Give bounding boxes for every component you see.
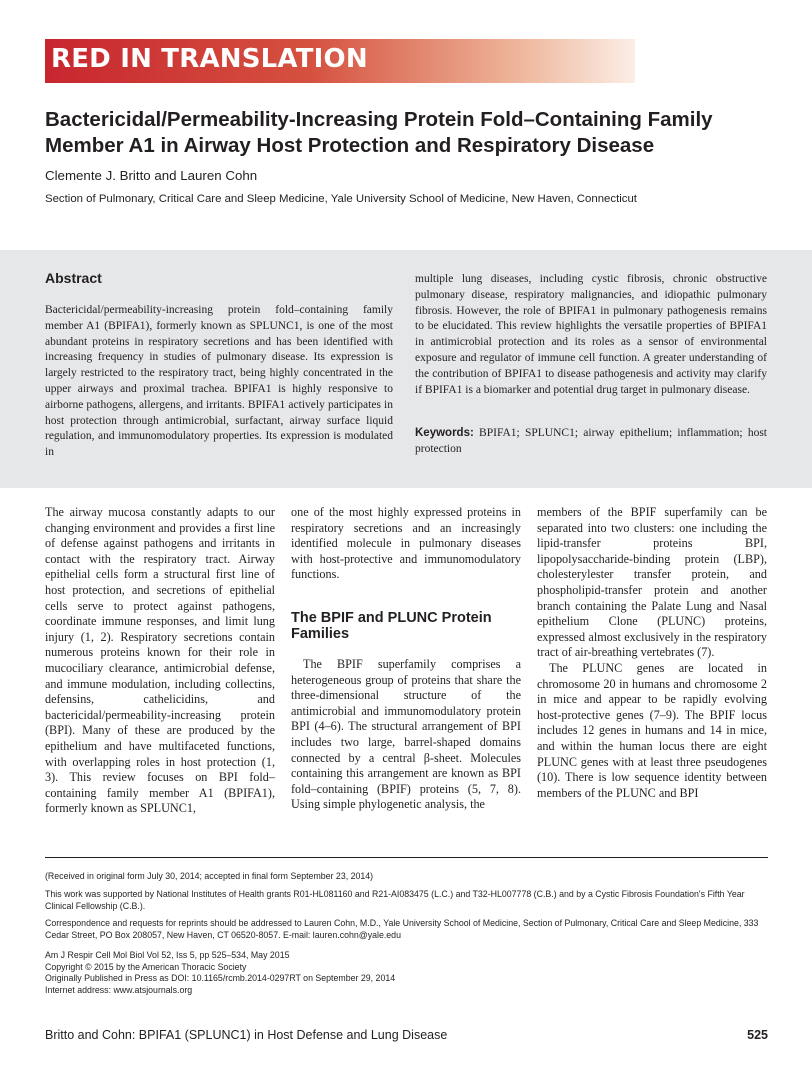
abstract-heading: Abstract <box>45 270 102 286</box>
internet-line: Internet address: www.atsjournals.org <box>45 984 193 995</box>
body-column-1: The airway mucosa constantly adapts to our changing environment and provides a first line of defense against pathogens and irritants in contact with the respiratory tract. Airway epithelial cells form a structural first line of host protection, and secretions of epithelial cells serve to protect against pathogens, coordinate immune responses, and limit lung injury (1, 2). Respiratory secretions contain numerous proteins known for their role in mucociliary clearance, antimicrobial defense, and immune modulation, including collectins, defensins, cathelicidins, and bactericidal/permeability-increasing protein (BPI). Many of these are produced by the epithelium and have multifaceted functions, with overlapping roles in host protection (1, 3). This review focuses on BPI fold–containing family member A1 (BPIFA1), formerly known as SPLUNC1, <box>45 505 275 816</box>
publication-info <box>45 950 768 996</box>
keywords <box>415 425 767 457</box>
abstract-left-column: Bactericidal/permeability-increasing protein fold–containing family member A1 (BPIFA1), formerly known as SPLUNC1, is one of the most abundant proteins in respiratory secretions and has been identified with increasing frequency in studies of pulmonary disease. Its expression is largely restricted to the respiratory tract, being highly concentrated in the upper airways and proximal trachea. BPIFA1 is highly responsive to airborne pathogens, allergens, and irritants. BPIFA1 actively participates in host protection through antimicrobial, surfactant, airway surface liquid regulation, and immunomodulatory properties. Its expression is modulated in <box>45 304 393 459</box>
body-paragraph: The PLUNC genes are located in chromosome 20 in humans and chromosome 2 in mice and appear to be rapidly evolving host-protective genes (7–9). The BPIF locus includes 12 genes in humans and 14 in mice, and within the human locus there are eight PLUNC genes with at least three pseudogenes (10). There is low sequence identity between members of the PLUNC and BPI <box>537 660 767 800</box>
abstract-right-column: multiple lung diseases, including cystic fibrosis, chronic obstructive pulmonary disease, respiratory malignancies, and idiopathic pulmonary fibrosis. However, the role of BPIFA1 in pulmonary pathogenesis remains to be elucidated. This review highlights the versatile properties of BPIFA1 in antimicrobial protection and its roles as a sensor of environmental exposure and regulator of immune cell function. A greater understanding of the contribution of BPIFA1 to disease pathogenesis and activity may clarify if BPIFA1 is a biomarker and potential drug target in pulmonary disease. <box>415 273 767 396</box>
body-column-2-top: one of the most highly expressed proteins in respiratory secretions and an increasingly identified molecule in pulmonary diseases with host-protective and immunomodulatory functions. <box>291 505 521 582</box>
section-banner <box>45 39 635 83</box>
citation-line: Am J Respir Cell Mol Biol Vol 52, Iss 5, pp 525–534, May 2015 <box>45 950 290 960</box>
correspondence-note: Correspondence and requests for reprints should be addressed to Lauren Cohn, M.D., Yale University School of Medicine, Section of Pulmonary, Critical Care and Sleep Medicine, 333 Cedar Street, PO Box 208057, New Haven, CT 06520-8057. E-mail: lauren.cohn@yale.edu <box>45 918 759 940</box>
body-column-2-bottom <box>291 657 521 813</box>
keywords-label: Keywords: <box>415 427 474 439</box>
published-line: Originally Published in Press as DOI: 10.1165/rcmb.2014-0297RT on September 29, 2014 <box>45 973 396 984</box>
support-note: This work was supported by National Institutes of Health grants R01-HL081160 and R21-AI083475 (L.C.) and T32-HL007778 (C.B.) and by a Cystic Fibrosis Foundation's Fifth Year Clinical Fellowship (C.B.). <box>45 889 745 911</box>
banner-label: RED IN TRANSLATION <box>51 44 368 74</box>
keywords-text: BPIFA1; SPLUNC1; airway epithelium; inflammation; host protection <box>415 427 767 455</box>
body-paragraph: members of the BPIF superfamily can be separated into two clusters: one including the lipid-transfer proteins BPI, lipopolysaccharide-binding protein (LBP), cholesterylester transfer protein, and phospholipid-transfer protein and another branch containing the Palate Lung and Nasal epithelium Clone (PLUNC) proteins, expressed almost exclusively in the respiratory tract of air-breathing vertebrates (7). <box>537 505 767 660</box>
page-number: 525 <box>747 1028 768 1042</box>
copyright-line: Copyright © 2015 by the American Thoracic Society <box>45 961 247 972</box>
running-title: Britto and Cohn: BPIFA1 (SPLUNC1) in Host Defense and Lung Disease <box>45 1028 448 1042</box>
article-title: Bactericidal/Permeability-Increasing Protein Fold–Containing Family Member A1 in Airway Host Protection and Respiratory Disease <box>45 108 713 157</box>
received-note: (Received in original form July 30, 2014; accepted in final form September 23, 2014) <box>45 871 374 881</box>
body-column-3 <box>537 505 767 801</box>
article-affiliation: Section of Pulmonary, Critical Care and Sleep Medicine, Yale University School of Medicine, New Haven, Connecticut <box>45 193 637 205</box>
body-paragraph: The BPIF superfamily comprises a heterogeneous group of proteins that share the three-dimensional structure of the antimicrobial and immunomodulatory protein BPI (4–6). The structural arrangement of BPI includes two large, barrel-shaped domains connected by a central β-sheet. Molecules containing this arrangement are known as BPI fold–containing (BPIF) proteins (5, 7, 8). Using simple phylogenetic analysis, the <box>291 657 521 812</box>
article-authors: Clemente J. Britto and Lauren Cohn <box>45 168 258 183</box>
section-heading: The BPIF and PLUNC Protein Families <box>291 610 492 642</box>
footnote-divider <box>45 857 768 858</box>
